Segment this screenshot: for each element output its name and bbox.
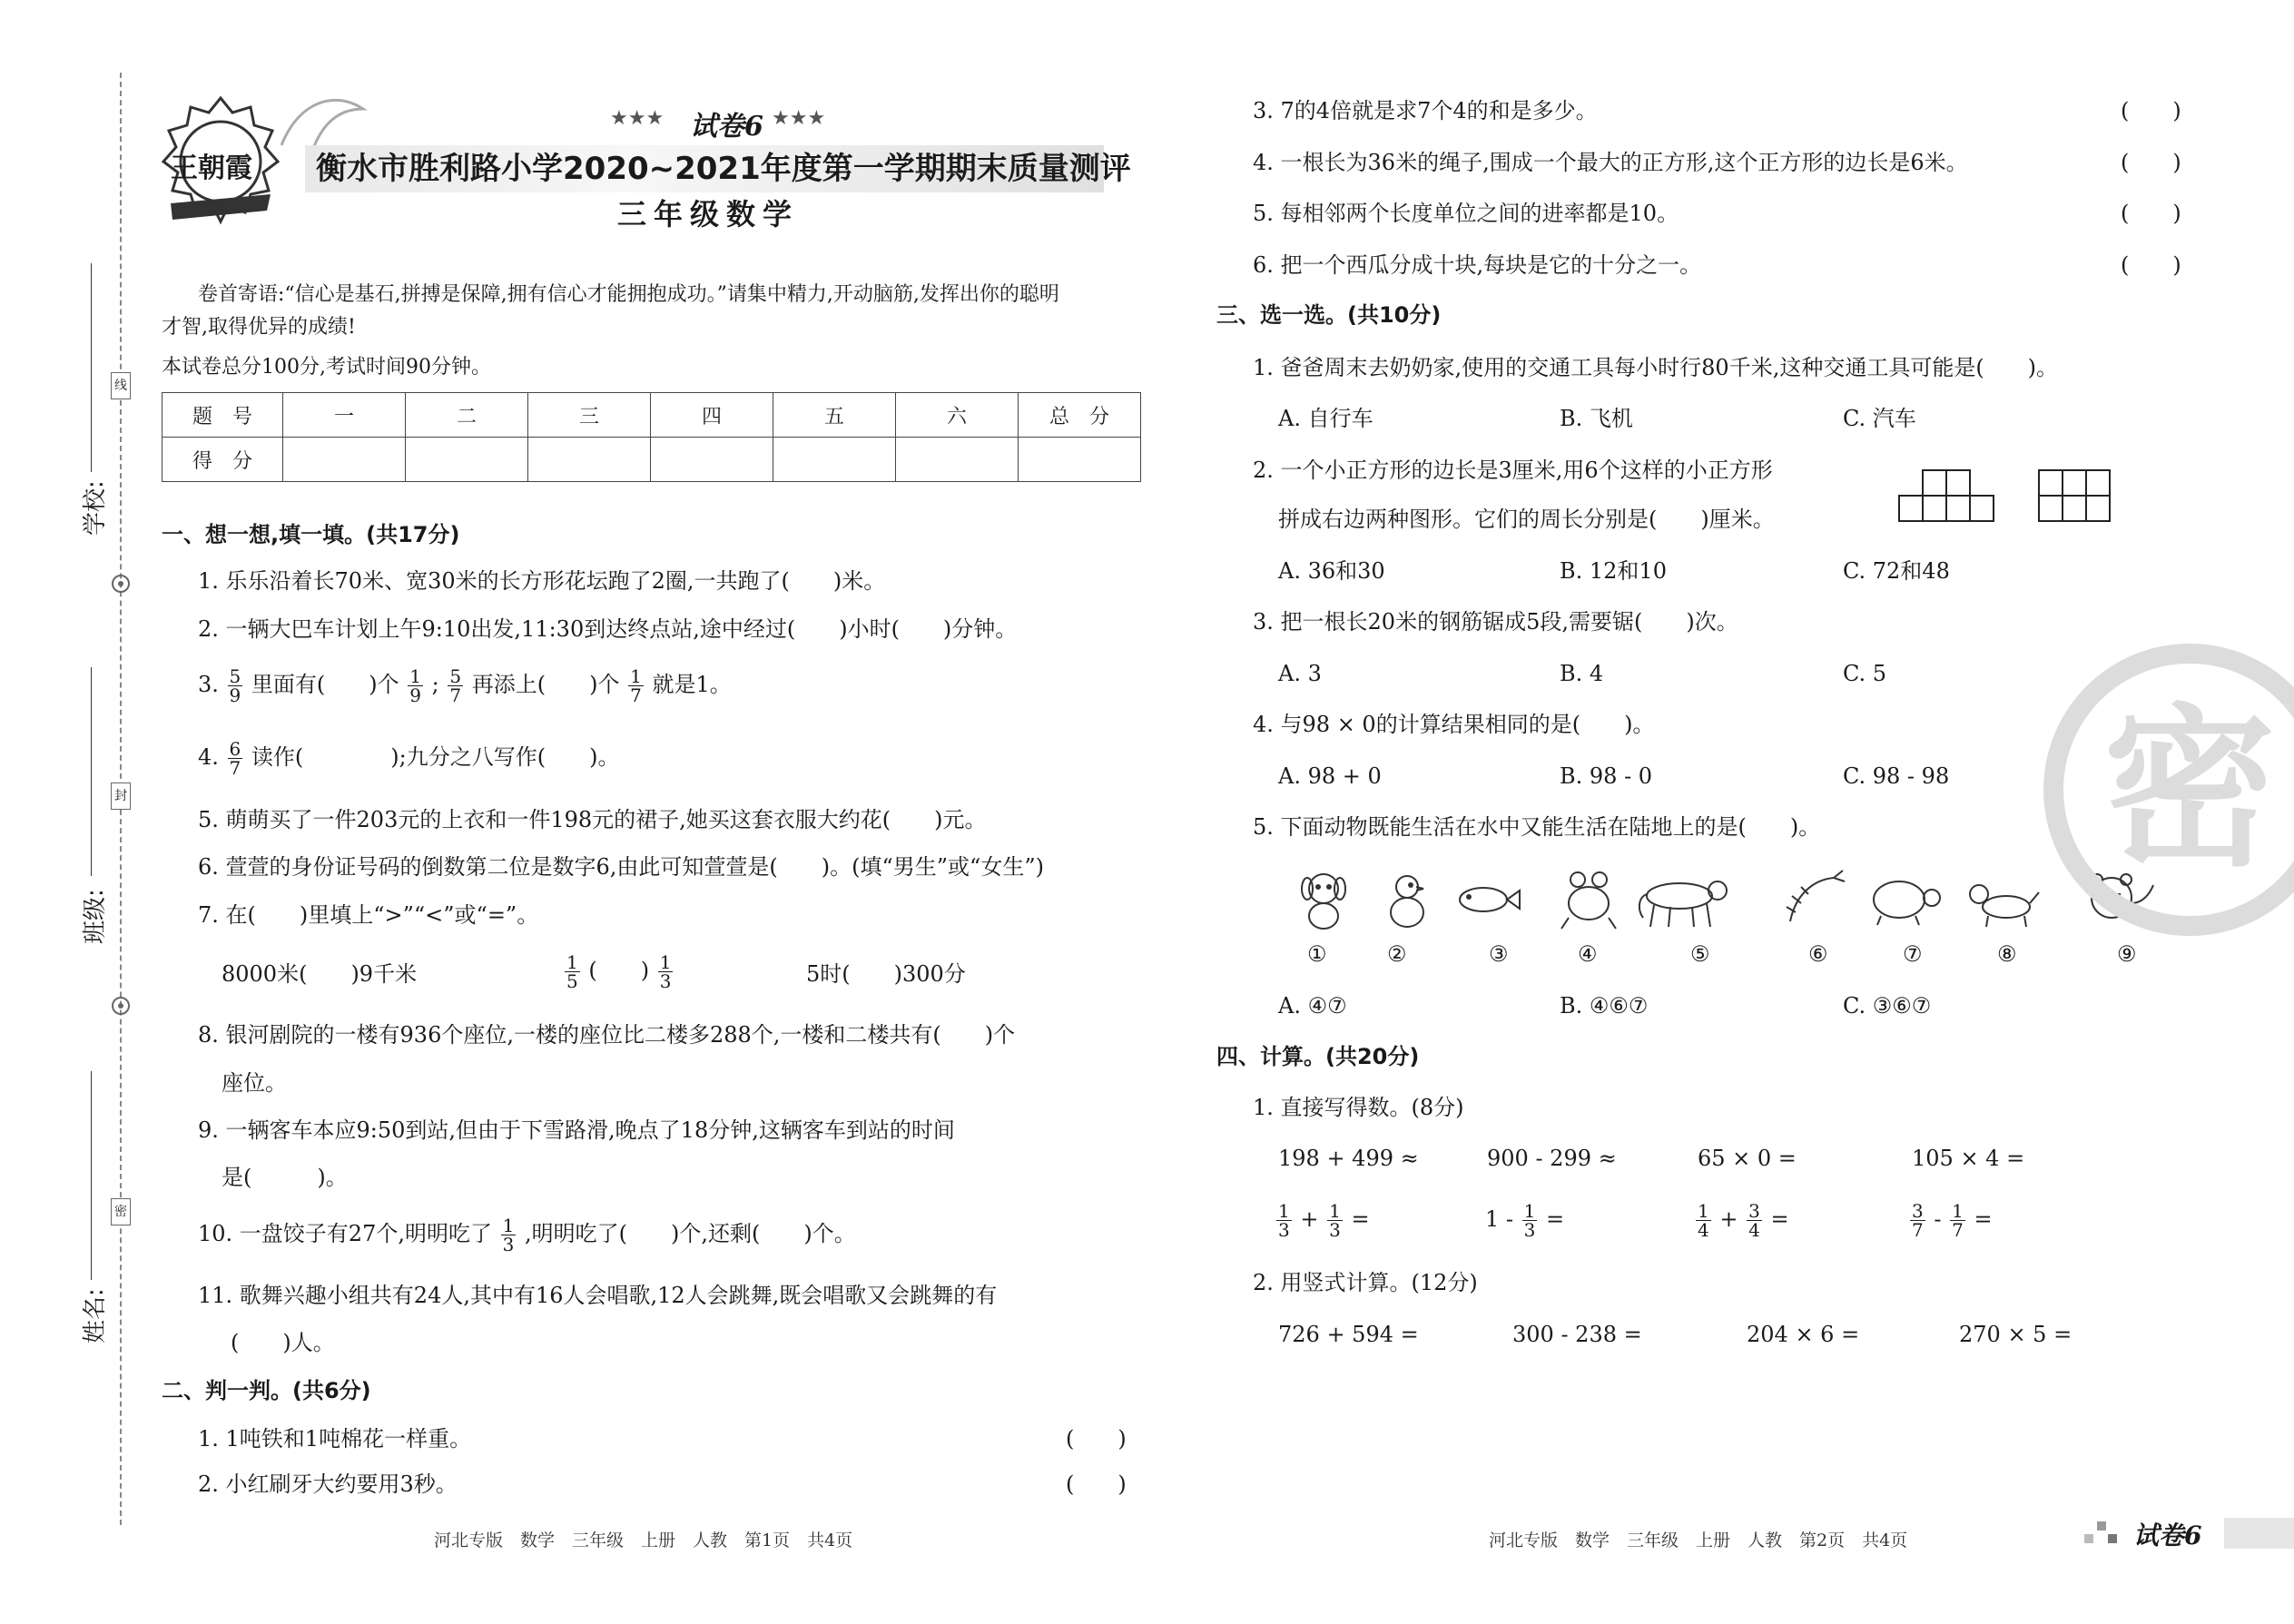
s3-q2-option-b[interactable]: B. 12和10 xyxy=(1560,558,1667,584)
s4-calc-8 xyxy=(1908,1202,1993,1239)
numerator: 1 xyxy=(566,951,578,973)
watermark-text: 密 xyxy=(2102,689,2277,890)
s4-vertical-calc-3: 204 × 6 = xyxy=(1747,1322,1860,1347)
fraction-5-7 xyxy=(448,667,463,704)
school-label: 学校: xyxy=(82,480,109,536)
s4-calc-7 xyxy=(1694,1202,1789,1239)
fraction-1-3 xyxy=(1276,1202,1292,1239)
fraction-1-3 xyxy=(1327,1202,1343,1239)
s4-calc-2: 900 - 299 ≈ xyxy=(1487,1146,1617,1171)
binding-mark-seal: 封 xyxy=(111,782,131,810)
intro-line-1: 卷首寄语:“信心是基石,拼搏是保障,拥有信心才能拥抱成功。”请集中精力,开动脑筋,发挥出你的聪明 xyxy=(198,283,1059,306)
s3-question-2-line1: 2. 一个小正方形的边长是3厘米,用6个这样的小正方形 xyxy=(1253,458,1773,483)
denominator: 4 xyxy=(1748,1219,1760,1241)
s1-question-1: 1. 乐乐沿着长70米、宽30米的长方形花坛跑了2圈,一共跑了( )米。 xyxy=(198,568,886,594)
s2-question-2: 2. 小红刷牙大约要用3秒。 xyxy=(198,1471,458,1497)
s1-q7-compare-a: 8000米( )9千米 xyxy=(222,961,418,987)
binding-hole-icon xyxy=(109,572,133,595)
s4-calc-4: 105 × 4 = xyxy=(1912,1146,2025,1171)
s1-question-4 xyxy=(198,740,619,777)
exam-number-title: 试卷6 xyxy=(690,111,763,143)
denominator: 3 xyxy=(502,1234,515,1255)
fraction-1-7 xyxy=(1950,1202,1965,1239)
fraction-1-7 xyxy=(628,667,644,704)
s1-question-11-line1: 11. 歌舞兴趣小组共有24人,其中有16人会唱歌,12人会跳舞,既会唱歌又会跳舞的有 xyxy=(198,1283,998,1308)
s2-question-1: 1. 1吨铁和1吨棉花一样重。 xyxy=(198,1426,472,1452)
q-text: ; xyxy=(431,672,439,697)
fish-icon xyxy=(1452,867,1521,932)
s1-question-7: 7. 在( )里填上“>”“<”或“=”。 xyxy=(198,902,539,928)
numerator: 5 xyxy=(449,665,462,687)
s1-question-9-line2: 是( )。 xyxy=(222,1165,348,1190)
s4-vertical-calc-1: 726 + 594 = xyxy=(1278,1322,1419,1347)
fraction-1-3 xyxy=(501,1216,517,1254)
denominator: 7 xyxy=(449,684,462,706)
s1-question-6: 6. 萱萱的身份证号码的倒数第二位是数字6,由此可知萱萱是( )。(填“男生”或“女生”) xyxy=(198,854,1044,880)
footer-decor-square xyxy=(2108,1534,2117,1543)
s2-question-5: 5. 每相邻两个长度单位之间的进率都是10。 xyxy=(1253,201,1679,226)
score-table-header-row xyxy=(162,393,1141,438)
numerator: 1 xyxy=(1698,1200,1709,1222)
denominator: 7 xyxy=(1952,1219,1964,1241)
s1-question-10 xyxy=(198,1216,856,1254)
s4-calc-5 xyxy=(1275,1202,1370,1239)
s2-answer-blank-1[interactable]: ( ) xyxy=(1066,1426,1127,1452)
footer-tag-bar xyxy=(2224,1518,2294,1549)
s3-q1-option-b[interactable]: B. 飞机 xyxy=(1560,406,1633,431)
s3-q4-option-b[interactable]: B. 98 - 0 xyxy=(1560,763,1653,789)
s3-question-5: 5. 下面动物既能生活在水中又能生活在陆地上的是( )。 xyxy=(1253,814,1821,840)
score-cell: 得 分 xyxy=(162,438,283,482)
denominator: 3 xyxy=(1523,1219,1536,1241)
section-2-title: 二、判一判。(共6分) xyxy=(162,1378,371,1403)
binding-mark-secret: 密 xyxy=(111,1198,131,1225)
numerator: 1 xyxy=(1952,1200,1964,1222)
school-field[interactable] xyxy=(91,263,92,472)
s1-question-9-line1: 9. 一辆客车本应9:50到站,但由于下雪路滑,晚点了18分钟,这辆客车到站的时间 xyxy=(198,1117,955,1143)
operator: = xyxy=(1974,1206,1993,1232)
numerator: 1 xyxy=(1329,1200,1341,1222)
denominator: 7 xyxy=(229,757,241,779)
s1-q7-compare-b xyxy=(563,953,674,990)
shrimp-icon xyxy=(1777,867,1846,932)
s2-answer-blank-2[interactable]: ( ) xyxy=(1066,1471,1127,1497)
fraction-3-7 xyxy=(1910,1202,1925,1239)
s1-question-5: 5. 萌萌买了一件203元的上衣和一件198元的裙子,她买这套衣服大约花( )元。 xyxy=(198,807,987,832)
number: 1 xyxy=(1485,1206,1500,1232)
numerator: 1 xyxy=(409,665,422,687)
animal-number-3: ③ xyxy=(1489,941,1509,967)
fraction-1-4 xyxy=(1696,1202,1711,1239)
q-number: 3. xyxy=(198,672,219,697)
fraction-1-3 xyxy=(658,953,674,990)
numerator: 1 xyxy=(1523,1200,1536,1222)
logo-text: 王朝霞 xyxy=(171,153,252,184)
s3-q4-option-c[interactable]: C. 98 - 98 xyxy=(1843,763,1950,789)
operator: - xyxy=(1505,1206,1514,1232)
intro-line-2: 才智,取得优异的成绩! xyxy=(162,316,356,339)
q-text: 再添上( )个 xyxy=(471,672,620,697)
operator: + xyxy=(1300,1206,1319,1232)
subject-title: 三年级数学 xyxy=(617,197,800,231)
frog-icon xyxy=(1554,867,1623,932)
s1-q7-compare-c: 5时( )300分 xyxy=(806,961,966,987)
score-input-cell[interactable] xyxy=(896,438,1019,482)
section-4-title: 四、计算。(共20分) xyxy=(1216,1044,1420,1069)
score-cell: 六 xyxy=(896,393,1019,438)
section-1-title: 一、想一想,填一填。(共17分) xyxy=(162,522,460,547)
s2-question-4: 4. 一根长为36米的绳子,围成一个最大的正方形,这个正方形的边长是6米。 xyxy=(1253,150,1968,175)
fraction-6-7 xyxy=(228,740,243,777)
s3-q5-option-c[interactable]: C. ③⑥⑦ xyxy=(1843,993,1932,1019)
school-exam-title: 衡水市胜利路小学2020~2021年度第一学期期末质量测评 xyxy=(316,151,1131,187)
animal-number-1: ① xyxy=(1307,941,1327,967)
s1-question-3 xyxy=(198,667,732,704)
score-cell: 五 xyxy=(773,393,896,438)
fraction-5-9 xyxy=(228,667,243,704)
denominator: 5 xyxy=(566,970,578,992)
score-input-cell[interactable] xyxy=(651,438,773,482)
class-label: 班级: xyxy=(82,889,109,944)
s3-q2-option-c[interactable]: C. 72和48 xyxy=(1843,558,1950,584)
animal-number-7: ⑦ xyxy=(1903,941,1923,967)
s3-question-2-line2: 拼成右边两种图形。它们的周长分别是( )厘米。 xyxy=(1278,507,1775,532)
s4-calc-3: 65 × 0 = xyxy=(1698,1146,1797,1171)
animal-number-5: ⑤ xyxy=(1690,941,1710,967)
q-text: ,明明吃了( )个,还剩( )个。 xyxy=(524,1221,856,1246)
numerator: 1 xyxy=(1278,1200,1290,1222)
score-input-cell[interactable] xyxy=(1019,438,1141,482)
s1-question-8-line1: 8. 银河剧院的一楼有936个座位,一楼的座位比二楼多288个,一楼和二楼共有( )个 xyxy=(198,1022,1016,1048)
score-input-cell[interactable] xyxy=(406,438,528,482)
q-number: 4. xyxy=(198,744,219,770)
s3-q3-option-a[interactable]: A. 3 xyxy=(1278,661,1322,686)
intro-line-3: 本试卷总分100分,考试时间90分钟。 xyxy=(162,356,491,379)
operator: - xyxy=(1934,1206,1942,1232)
s4-vertical-calc-4: 270 × 5 = xyxy=(1959,1322,2072,1347)
fraction-1-9 xyxy=(408,667,423,704)
denominator: 3 xyxy=(1278,1219,1290,1241)
score-cell: 总 分 xyxy=(1019,393,1141,438)
footer-left: 河北专版 数学 三年级 上册 人教 第1页 共4页 xyxy=(434,1530,853,1550)
q-text: 就是1。 xyxy=(652,672,732,697)
s3-q3-option-c[interactable]: C. 5 xyxy=(1843,661,1887,686)
denominator: 3 xyxy=(1329,1219,1341,1241)
numerator: 6 xyxy=(229,738,241,760)
score-input-cell[interactable] xyxy=(773,438,896,482)
q-text: 里面有( )个 xyxy=(251,672,399,697)
denominator: 7 xyxy=(1912,1219,1924,1241)
denominator: 7 xyxy=(630,684,642,706)
class-field[interactable] xyxy=(91,667,92,876)
s3-question-4: 4. 与98 × 0的计算结果相同的是( )。 xyxy=(1253,712,1655,737)
footer-decor-square xyxy=(2097,1521,2106,1530)
s4-calc-6 xyxy=(1485,1202,1564,1239)
leopard-icon xyxy=(1634,867,1734,932)
s4-part-1-title: 1. 直接写得数。(8分) xyxy=(1253,1095,1464,1120)
binding-hole-icon xyxy=(109,994,133,1018)
animal-number-8: ⑧ xyxy=(1997,941,2017,967)
denominator: 9 xyxy=(409,684,422,706)
turtle-icon xyxy=(1861,867,1943,932)
name-label: 姓名: xyxy=(82,1288,109,1343)
secret-watermark-seal xyxy=(2026,626,2294,953)
name-field[interactable] xyxy=(91,1071,92,1280)
denominator: 9 xyxy=(229,684,241,706)
s3-q5-option-a[interactable]: A. ④⑦ xyxy=(1278,993,1347,1019)
animal-number-4: ④ xyxy=(1578,941,1598,967)
title-stars-right: ★★★ xyxy=(772,107,826,130)
s3-q1-option-a[interactable]: A. 自行车 xyxy=(1278,406,1373,431)
numerator: 1 xyxy=(630,665,642,687)
s3-question-1: 1. 爸爸周末去奶奶家,使用的交通工具每小时行80千米,这种交通工具可能是( )。 xyxy=(1253,355,2059,380)
footer-decor-square xyxy=(2084,1534,2093,1543)
animal-number-9: ⑨ xyxy=(2117,941,2137,967)
title-stars-left: ★★★ xyxy=(610,107,665,130)
footer-right: 河北专版 数学 三年级 上册 人教 第2页 共4页 xyxy=(1489,1530,1908,1550)
score-table xyxy=(162,392,1141,482)
denominator: 4 xyxy=(1698,1219,1709,1241)
s1-question-2: 2. 一辆大巴车计划上午9:10出发,11:30到达终点站,途中经过( )小时( )分钟。 xyxy=(198,616,1018,642)
s2-question-6: 6. 把一个西瓜分成十块,每块是它的十分之一。 xyxy=(1253,252,1702,278)
numerator: 1 xyxy=(502,1215,515,1236)
q-text: 10. 一盘饺子有27个,明明吃了 xyxy=(198,1221,492,1246)
score-cell: 四 xyxy=(651,393,773,438)
s1-question-11-line2: ( )人。 xyxy=(231,1330,335,1355)
numerator: 3 xyxy=(1748,1200,1760,1222)
animal-number-2: ② xyxy=(1387,941,1407,967)
animal-number-6: ⑥ xyxy=(1808,941,1828,967)
score-input-cell[interactable] xyxy=(528,438,651,482)
s2-answer-blank-5[interactable]: ( ) xyxy=(2121,201,2181,226)
puppy-icon xyxy=(1289,867,1358,932)
s3-q4-option-a[interactable]: A. 98 + 0 xyxy=(1278,763,1382,789)
score-table-score-row xyxy=(162,438,1141,482)
s3-q2-option-a[interactable]: A. 36和30 xyxy=(1278,558,1385,584)
q-text: 读作( );九分之八写作( )。 xyxy=(251,744,620,770)
s2-answer-blank-3[interactable]: ( ) xyxy=(2121,98,2181,123)
s4-part-2-title: 2. 用竖式计算。(12分) xyxy=(1253,1270,1478,1295)
s3-question-3: 3. 把一根长20米的钢筋锯成5段,需要锯( )次。 xyxy=(1253,609,1738,635)
numerator: 1 xyxy=(659,951,672,973)
s3-q5-option-b[interactable]: B. ④⑥⑦ xyxy=(1560,993,1649,1019)
s2-question-3: 3. 7的4倍就是求7个4的和是多少。 xyxy=(1253,98,1598,123)
s2-answer-blank-4[interactable]: ( ) xyxy=(2121,150,2181,175)
numerator: 3 xyxy=(1912,1200,1924,1222)
s2-answer-blank-6[interactable]: ( ) xyxy=(2121,252,2181,278)
s3-q3-option-b[interactable]: B. 4 xyxy=(1560,661,1604,686)
score-cell: 题 号 xyxy=(162,393,283,438)
footer-exam-tag: 试卷6 xyxy=(2133,1521,2202,1550)
chick-icon xyxy=(1373,867,1442,932)
numerator: 5 xyxy=(229,665,241,687)
operator: = xyxy=(1546,1206,1565,1232)
s4-calc-1: 198 + 499 ≈ xyxy=(1278,1146,1419,1171)
score-cell: 一 xyxy=(283,393,406,438)
denominator: 3 xyxy=(659,970,672,992)
s4-vertical-calc-2: 300 - 238 = xyxy=(1512,1322,1642,1347)
s1-question-8-line2: 座位。 xyxy=(222,1070,287,1096)
square-shapes-figure xyxy=(1897,468,2124,525)
operator: = xyxy=(1351,1206,1370,1232)
binding-mark-line: 线 xyxy=(111,372,131,399)
score-input-cell[interactable] xyxy=(283,438,406,482)
score-cell: 三 xyxy=(528,393,651,438)
fraction-1-3 xyxy=(1522,1202,1538,1239)
score-cell: 二 xyxy=(406,393,528,438)
operator: = xyxy=(1770,1206,1789,1232)
operator: + xyxy=(1719,1206,1738,1232)
fraction-1-5 xyxy=(565,953,580,990)
fraction-3-4 xyxy=(1747,1202,1762,1239)
q-text: ( ) xyxy=(588,958,650,983)
section-3-title: 三、选一选。(共10分) xyxy=(1216,302,1442,328)
s3-q1-option-c[interactable]: C. 汽车 xyxy=(1843,406,1916,431)
